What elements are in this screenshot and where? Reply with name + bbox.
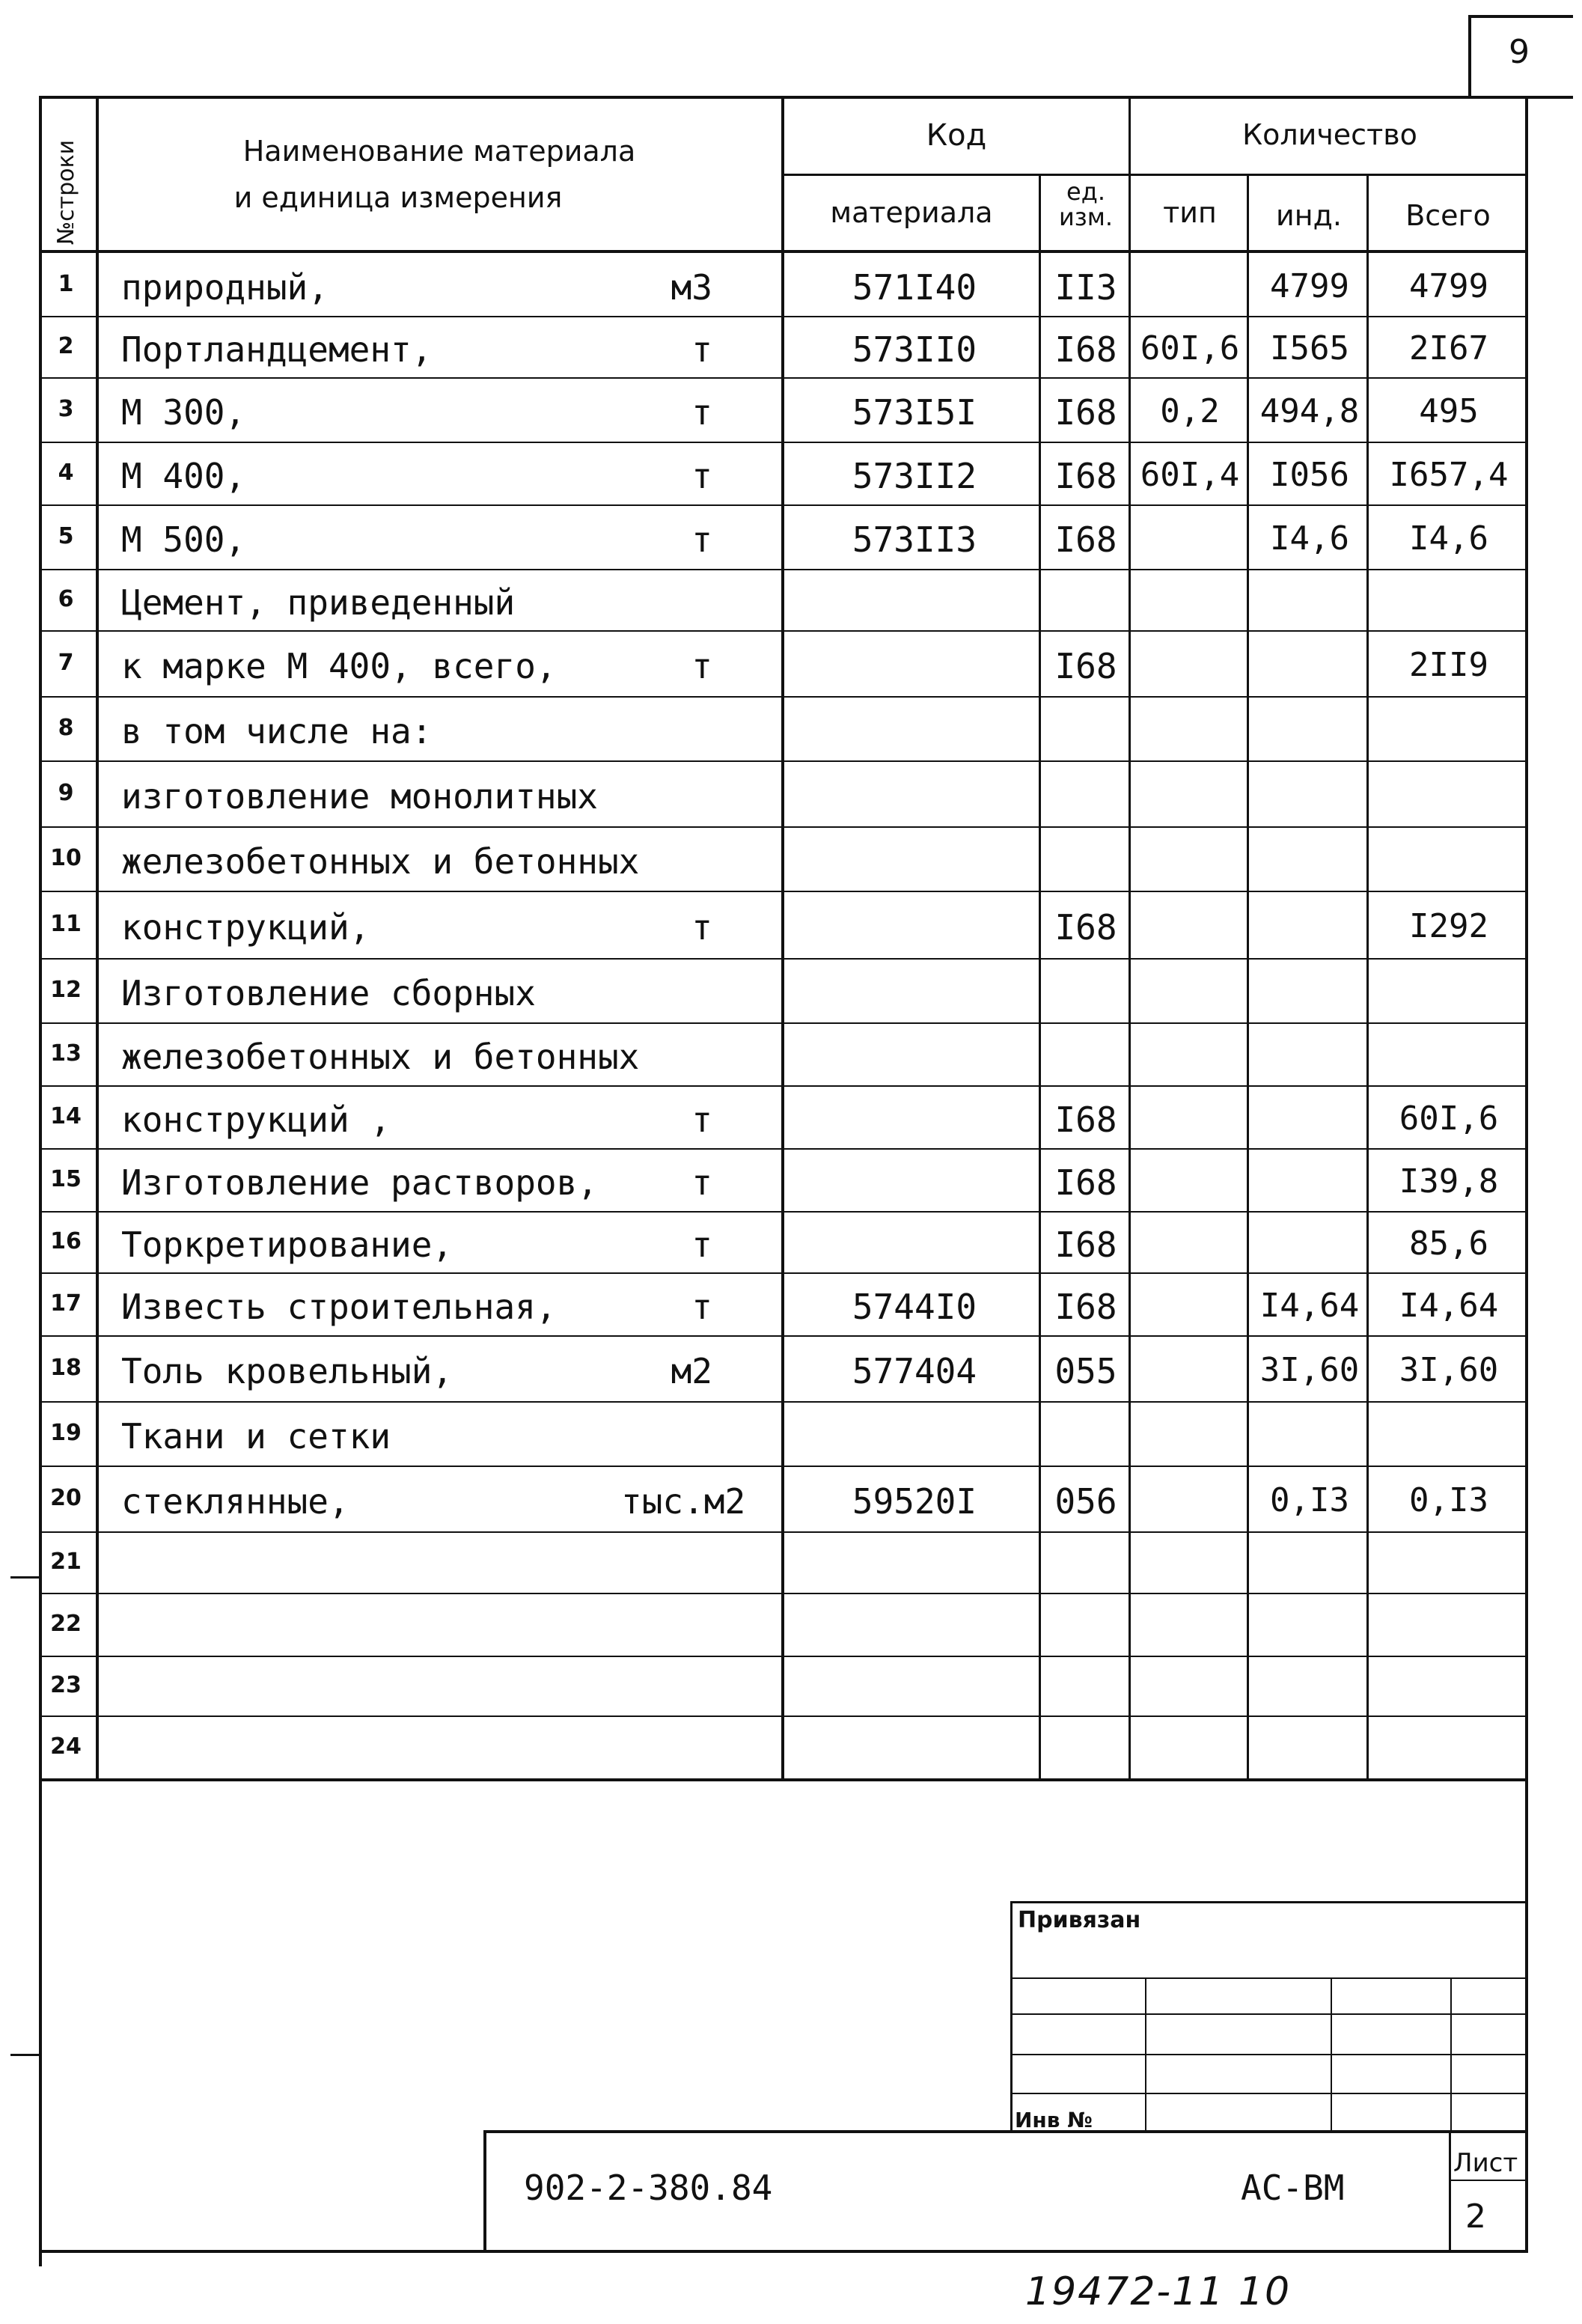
grid-hline	[39, 1148, 1528, 1150]
qty-total: 3I,60	[1399, 1351, 1499, 1389]
qty-ind: I056	[1270, 456, 1349, 494]
row-number: 19	[50, 1420, 82, 1446]
stamp-line	[1010, 1901, 1013, 2130]
qty-ind: 494,8	[1259, 392, 1360, 430]
qty-total: 495	[1419, 392, 1479, 430]
stamp-sheet-no: 2	[1465, 2198, 1486, 2236]
grid-hline	[39, 891, 1528, 892]
stamp-privyazan: Привязан	[1018, 1907, 1141, 1933]
header-code: Код	[926, 118, 987, 153]
unit-code: I68	[1054, 392, 1117, 433]
row-number: 2	[58, 333, 74, 359]
row-number: 17	[50, 1290, 82, 1317]
material-code: 571I40	[852, 267, 977, 308]
qty-total: 4799	[1409, 267, 1488, 305]
row-number: 14	[50, 1103, 82, 1129]
row-number: 13	[50, 1040, 82, 1067]
qty-ind: I4,6	[1270, 519, 1349, 558]
material-code: 573II3	[852, 519, 977, 560]
qty-total: I4,64	[1399, 1287, 1499, 1325]
grid-hline	[39, 1401, 1528, 1403]
qty-ind: I565	[1270, 329, 1349, 367]
margin-tick	[10, 2054, 42, 2056]
unit-code: I68	[1054, 907, 1117, 948]
stamp-line	[1449, 2180, 1528, 2181]
page-number-box-top	[1468, 15, 1573, 18]
qty-ind: 0,I3	[1270, 1481, 1349, 1519]
unit-code: 056	[1054, 1481, 1117, 1522]
row-number: 20	[50, 1485, 82, 1511]
material-name: Цемент, приведенный	[121, 582, 516, 623]
material-code: 573I5I	[852, 392, 977, 433]
row-number: 15	[50, 1166, 82, 1192]
row-number: 21	[50, 1549, 82, 1575]
material-name: конструкций,	[121, 907, 370, 948]
unit-code: I68	[1054, 646, 1117, 686]
header-unit-line1: ед.	[1066, 177, 1105, 206]
stamp-line	[1450, 1977, 1452, 2130]
grid-hline	[39, 1656, 1528, 1657]
stamp-line	[1331, 1977, 1332, 2130]
material-unit: т	[691, 646, 712, 686]
material-code: 5744I0	[852, 1287, 977, 1327]
grid-hline	[39, 1335, 1528, 1337]
qty-ind: 3I,60	[1259, 1351, 1360, 1389]
material-code: 573II0	[852, 329, 977, 370]
stamp-line	[1145, 1977, 1146, 2130]
material-unit: м2	[671, 1351, 712, 1391]
unit-code: I68	[1054, 1224, 1117, 1265]
qty-ind: I4,64	[1259, 1287, 1360, 1325]
stamp-line	[1010, 1901, 1527, 1903]
frame-bottom	[39, 2250, 1528, 2253]
unit-code: II3	[1054, 267, 1117, 308]
stamp-sheet-label: Лист	[1453, 2148, 1518, 2178]
header-name-line2: и единица измерения	[233, 181, 563, 214]
grid-hline	[39, 1531, 1528, 1533]
frame-top	[39, 96, 1573, 99]
unit-code: I68	[1054, 329, 1117, 370]
header-unit	[1042, 177, 1130, 231]
row-number: 24	[50, 1733, 82, 1760]
qty-total: I657,4	[1389, 456, 1509, 494]
qty-total: 60I,6	[1399, 1100, 1499, 1138]
grid-hline	[39, 696, 1528, 698]
header-ind: инд.	[1276, 199, 1342, 232]
material-name: железобетонных и бетонных	[121, 1037, 640, 1077]
header-material: материала	[830, 196, 993, 229]
material-unit: т	[691, 1224, 712, 1265]
material-name: к марке М 400, всего,	[121, 646, 557, 686]
material-name: Изготовление сборных	[121, 973, 536, 1013]
grid-hline	[39, 316, 1528, 317]
unit-code: I68	[1054, 1100, 1117, 1140]
row-number: 10	[50, 845, 82, 871]
material-name: железобетонных и бетонных	[121, 841, 640, 882]
stamp-line	[1449, 2130, 1451, 2251]
qty-total: 2I67	[1409, 329, 1488, 367]
grid-hline	[39, 377, 1528, 379]
grid-hline	[39, 1085, 1528, 1087]
stamp-section: АС-ВМ	[1241, 2168, 1345, 2208]
unit-code: I68	[1054, 519, 1117, 560]
material-code: 59520I	[852, 1481, 977, 1522]
material-unit: т	[691, 1162, 712, 1203]
qty-total: 85,6	[1409, 1224, 1488, 1263]
row-number: 3	[58, 396, 74, 422]
qty-type: 60I,4	[1140, 456, 1240, 494]
grid-hline	[39, 1466, 1528, 1467]
qty-type: 0,2	[1160, 392, 1220, 430]
row-number: 7	[58, 650, 74, 676]
unit-code: 055	[1054, 1351, 1117, 1391]
handwritten-inventory-number: 19472-11 10	[1025, 2269, 1292, 2314]
header-row-no-label: №строки	[53, 139, 79, 245]
grid-hline	[39, 569, 1528, 570]
stamp-doc-code: 902-2-380.84	[524, 2168, 773, 2208]
page-number: 9	[1509, 33, 1530, 71]
material-name: природный,	[121, 267, 329, 308]
qty-total: I292	[1409, 907, 1488, 945]
qty-ind: 4799	[1270, 267, 1349, 305]
row-number: 12	[50, 977, 82, 1003]
material-name: в том числе на:	[121, 711, 433, 751]
material-unit: т	[691, 1287, 712, 1327]
qty-total: I39,8	[1399, 1162, 1499, 1201]
material-name: конструкций ,	[121, 1100, 391, 1140]
material-unit: т	[691, 392, 712, 433]
material-name: Портландцемент,	[121, 329, 433, 370]
grid-hline	[39, 1211, 1528, 1213]
unit-code: I68	[1054, 1287, 1117, 1327]
col-divider-rowno	[96, 96, 99, 1780]
grid-hline	[39, 1593, 1528, 1594]
material-unit: тыс.м2	[621, 1481, 746, 1522]
row-number: 1	[58, 271, 74, 297]
row-number: 18	[50, 1355, 82, 1381]
row-number: 23	[50, 1672, 82, 1698]
stamp-line	[1010, 2013, 1527, 2015]
grid-hline	[39, 442, 1528, 443]
grid-hline	[39, 1022, 1528, 1024]
material-unit: т	[691, 1100, 712, 1140]
grid-hline	[39, 760, 1528, 762]
material-unit: т	[691, 456, 712, 496]
table-bottom	[39, 1778, 1528, 1781]
stamp-line	[1010, 2054, 1527, 2055]
unit-code: I68	[1054, 1162, 1117, 1203]
unit-code: I68	[1054, 456, 1117, 496]
page-number-box-left	[1468, 15, 1471, 97]
material-code: 577404	[852, 1351, 977, 1391]
header-row-no	[48, 136, 85, 248]
row-number: 22	[50, 1611, 82, 1637]
row-number: 6	[58, 586, 74, 612]
row-number: 11	[50, 911, 82, 937]
row-number: 8	[58, 715, 74, 741]
stamp-line	[1010, 1977, 1527, 1979]
material-name: Известь строительная,	[121, 1287, 557, 1327]
grid-hline	[39, 504, 1528, 506]
stamp-inv-no: Инв №	[1015, 2108, 1093, 2132]
material-unit: т	[691, 519, 712, 560]
material-name: М 300,	[121, 392, 246, 433]
grid-hline	[39, 826, 1528, 828]
row-number: 9	[58, 780, 74, 806]
header-total: Всего	[1405, 199, 1491, 232]
col-divider-name	[781, 96, 784, 1780]
stamp-line	[483, 2130, 1528, 2133]
material-name: Толь кровельный,	[121, 1351, 453, 1391]
material-name: Торкретирование,	[121, 1224, 453, 1265]
material-name: изготовление монолитных	[121, 776, 598, 817]
margin-tick	[10, 1576, 42, 1579]
material-unit: т	[691, 907, 712, 948]
material-name: Ткани и сетки	[121, 1416, 391, 1457]
stamp-line	[483, 2130, 486, 2251]
grid-hline	[39, 1715, 1528, 1717]
grid-hline	[39, 958, 1528, 960]
header-unit-line2: изм.	[1058, 202, 1114, 231]
qty-total: I4,6	[1409, 519, 1488, 558]
material-name: М 400,	[121, 456, 246, 496]
header-subline	[784, 174, 1528, 176]
row-number: 4	[58, 460, 74, 486]
qty-total: 0,I3	[1409, 1481, 1488, 1519]
material-name: Изготовление растворов,	[121, 1162, 598, 1203]
material-name: М 500,	[121, 519, 246, 560]
grid-hline	[39, 1272, 1528, 1274]
material-name: стеклянные,	[121, 1481, 349, 1522]
header-quantity: Количество	[1242, 118, 1417, 151]
header-name-line1: Наименование материала	[242, 135, 636, 168]
material-unit: м3	[671, 267, 712, 308]
qty-total: 2II9	[1409, 646, 1488, 684]
material-unit: т	[691, 329, 712, 370]
grid-hline	[39, 630, 1528, 632]
row-number: 5	[58, 523, 74, 549]
stamp-line	[1010, 2093, 1527, 2094]
qty-type: 60I,6	[1140, 329, 1240, 367]
row-number: 16	[50, 1228, 82, 1254]
header-type: тип	[1163, 196, 1217, 229]
material-code: 573II2	[852, 456, 977, 496]
